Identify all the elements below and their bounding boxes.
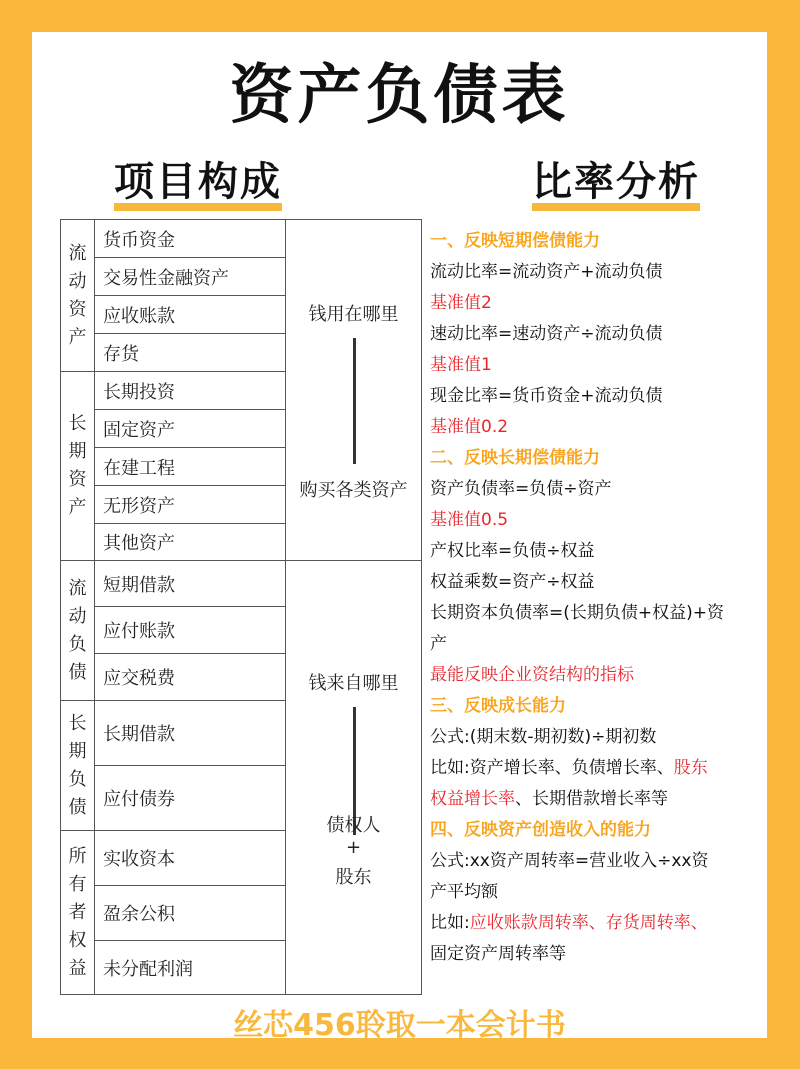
table-row: 应付账款 (95, 607, 286, 654)
bracket-creditors: 债权人 (326, 815, 381, 836)
turnover-examples (430, 908, 760, 939)
assets-bracket-line (353, 338, 356, 464)
turnover-examples-text: 比如: (430, 913, 470, 933)
assets-bracket-top: 钱用在哪里 (308, 304, 399, 325)
group-label-current-assets (61, 220, 95, 372)
note-capital-structure: 最能反映企业资结构的指标 (430, 665, 634, 685)
growth-examples-text: 比如:资产增长率、负债增长率、 (430, 758, 674, 778)
growth-examples (430, 753, 760, 784)
formula-equity-multiplier: 权益乘数=资产÷权益 (430, 572, 595, 592)
left-heading-text: 项目构成 (114, 159, 282, 205)
turnover-examples-cont: 固定资产周转率等 (430, 944, 566, 964)
left-heading (114, 150, 282, 207)
growth-examples-cont (430, 784, 760, 815)
table-row: 长期借款 (95, 701, 286, 766)
table-row: 固定资产 (95, 410, 286, 448)
table-row: 短期借款 (95, 561, 286, 607)
table-row: 无形资产 (95, 486, 286, 524)
page-title: 资产负债表 (229, 59, 570, 133)
footer-watermark: 丝芯456聆取一本会计书 (233, 1008, 566, 1043)
benchmark-debt-ratio: 基准值0.5 (430, 510, 509, 530)
formula-equity-ratio: 产权比率=负债÷权益 (430, 541, 595, 561)
composition-table (60, 219, 422, 995)
table-row: 货币资金 (95, 220, 286, 258)
group-label-text: 流动资产 (68, 242, 87, 348)
section-heading-growth: 三、反映成长能力 (430, 696, 566, 716)
assets-bracket (286, 220, 421, 561)
group-label-current-liabilities (61, 561, 95, 701)
table-row: 其他资产 (95, 524, 286, 561)
group-label-text: 长期资产 (68, 413, 87, 518)
table-row: 盈余公积 (95, 886, 286, 941)
bracket-shareholders: 股东 (335, 867, 372, 888)
group-label-long-term-liabilities (61, 701, 95, 831)
section-heading-turnover: 四、反映资产创造收入的能力 (430, 820, 651, 840)
section-heading-long-term: 二、反映长期偿债能力 (430, 448, 600, 468)
table-row: 应交税费 (95, 654, 286, 701)
table-row: 在建工程 (95, 448, 286, 486)
liabilities-bracket-top: 钱来自哪里 (308, 673, 399, 694)
assets-bracket-bottom: 购买各类资产 (299, 480, 408, 501)
formula-debt-ratio: 资产负债率=负债÷资产 (430, 479, 612, 499)
table-row: 存货 (95, 334, 286, 372)
group-label-long-term-assets (61, 372, 95, 561)
formula-turnover-cont: 产平均额 (430, 882, 498, 902)
formula-current-ratio: 流动比率=流动资产+流动负债 (430, 262, 663, 282)
table-row: 未分配利润 (95, 941, 286, 994)
group-label-text: 流动负债 (68, 577, 87, 683)
benchmark-cash-ratio: 基准值0.2 (430, 417, 509, 437)
formula-growth: 公式:(期末数-期初数)÷期初数 (430, 727, 657, 747)
section-heading-short-term: 一、反映短期偿债能力 (430, 231, 600, 251)
growth-examples-text: 、长期借款增长率等 (515, 789, 668, 809)
formula-long-term-capital-cont: 产 (430, 634, 447, 654)
formula-quick-ratio: 速动比率=速动资产÷流动负债 (430, 324, 663, 344)
table-row: 实收资本 (95, 831, 286, 886)
group-label-text: 所有者权益 (68, 845, 87, 979)
liabilities-bracket (286, 561, 421, 994)
growth-examples-highlight: 股东 (673, 758, 708, 778)
content-card (32, 32, 767, 1043)
formula-long-term-capital: 长期资本负债率=(长期负债+权益)+资 (430, 603, 724, 623)
turnover-examples-highlight: 应收账款周转率、存货周转率、 (469, 913, 708, 933)
table-row: 长期投资 (95, 372, 286, 410)
formula-cash-ratio: 现金比率=货币资金+流动负债 (430, 386, 663, 406)
right-heading-text: 比率分析 (532, 159, 700, 205)
benchmark-current-ratio: 基准值2 (430, 293, 492, 313)
bracket-plus: + (345, 837, 362, 858)
group-label-text: 长期负债 (68, 712, 87, 818)
benchmark-quick-ratio: 基准值1 (430, 355, 492, 375)
table-row: 应付债券 (95, 766, 286, 831)
ratio-analysis (430, 226, 760, 970)
table-row: 交易性金融资产 (95, 258, 286, 296)
table-row: 应收账款 (95, 296, 286, 334)
growth-examples-highlight: 权益增长率 (430, 789, 515, 809)
group-label-owners-equity (61, 831, 95, 994)
formula-turnover: 公式:xx资产周转率=营业收入÷xx资 (430, 851, 709, 871)
right-heading (532, 150, 700, 207)
